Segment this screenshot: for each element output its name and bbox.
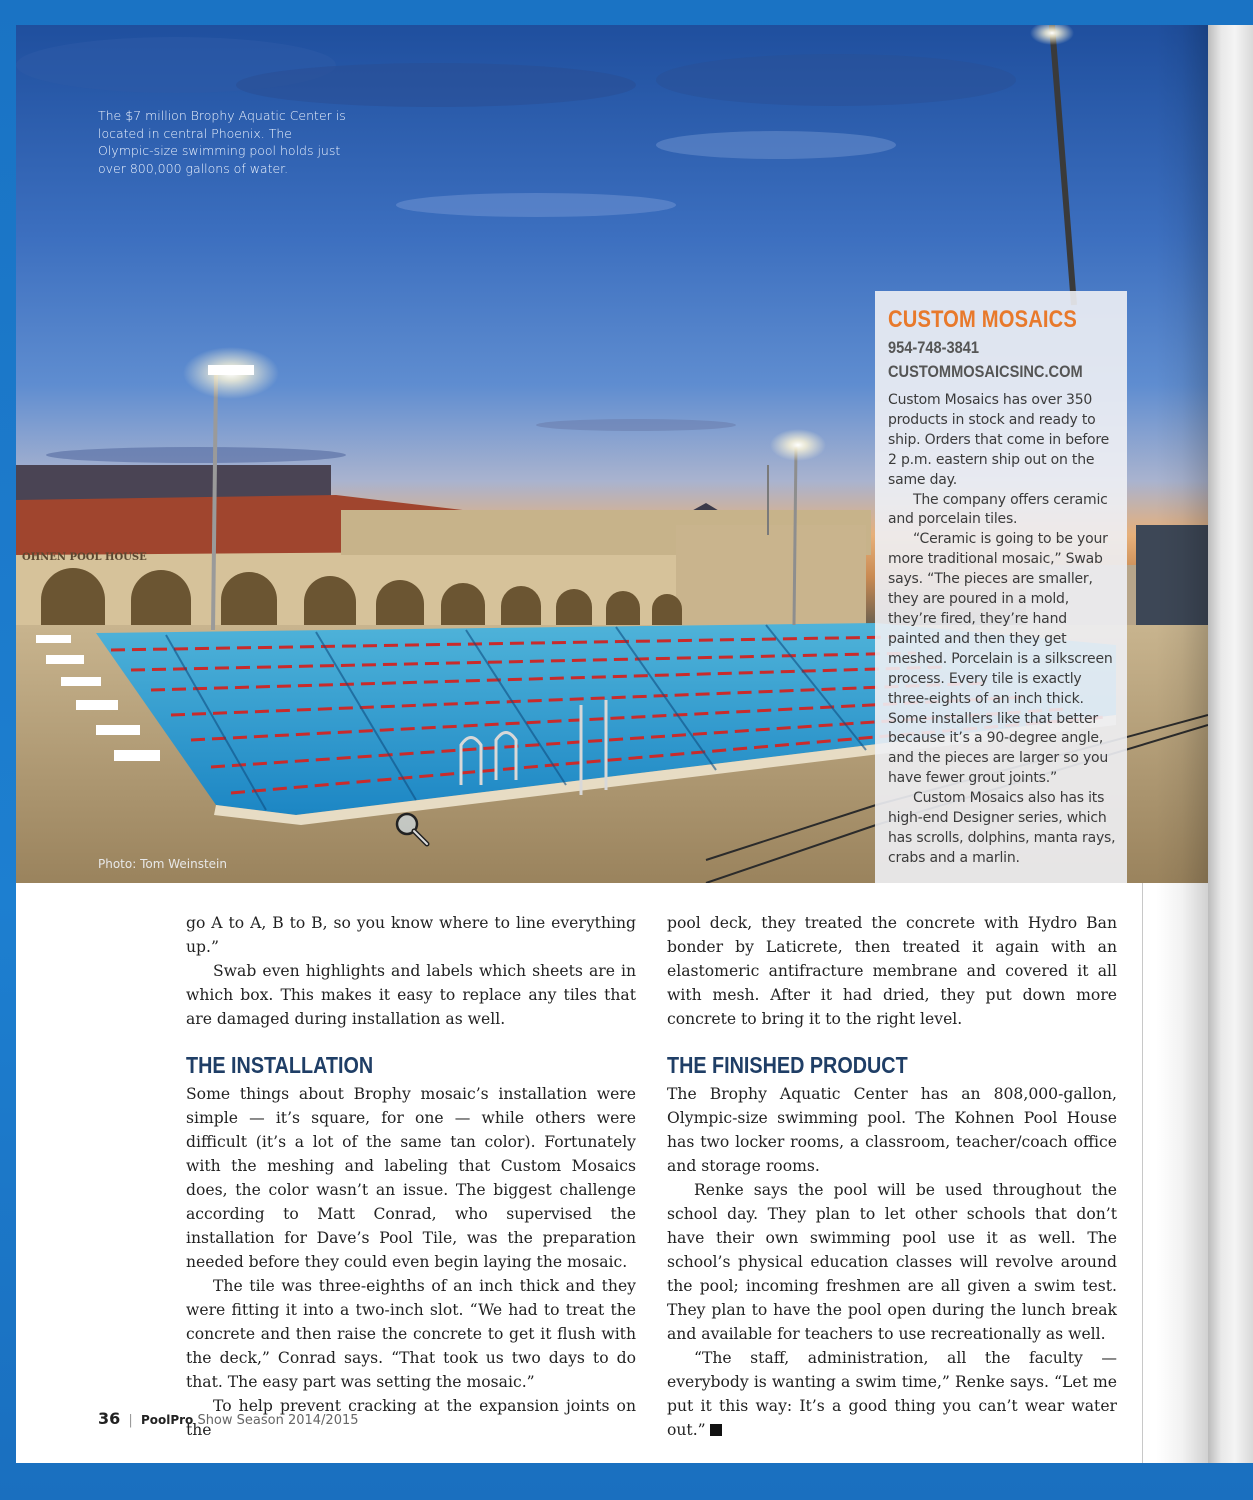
article-left-column bbox=[186, 911, 636, 1442]
magazine-name: PoolPro bbox=[140, 1413, 194, 1427]
section-heading-finished-product: THE FINISHED PRODUCT bbox=[667, 1052, 908, 1078]
magnifier-icon[interactable] bbox=[393, 810, 433, 850]
sidebar-paragraph: Custom Mosaics also has its high-end Designer series, which has scrolls, dolphins, manta rays, crabs and a marlin. bbox=[888, 790, 1116, 866]
sidebar-website[interactable]: CUSTOMMOSAICSINC.COM bbox=[888, 362, 1083, 381]
issue-name: Show Season 2014/2015 bbox=[197, 1413, 359, 1428]
footer-separator: | bbox=[128, 1413, 133, 1428]
custom-mosaics-sidebar bbox=[875, 291, 1127, 883]
body-paragraph-final bbox=[667, 1346, 1117, 1442]
page-footer bbox=[98, 1409, 359, 1428]
sidebar-phone: 954-748-3841 bbox=[888, 338, 980, 357]
body-paragraph: Some things about Brophy mosaic’s installation were simple — it’s square, for one — while others were difficult (it’s a lot of the same tan color). Fortunately with the meshing and labeling that Custom Mosaics does, the color wasn’t an issue. The biggest challenge according to Matt Conrad, who supervised the installation for Dave’s Pool Tile, was the preparation needed before they could even begin laying the mosaic. bbox=[186, 1085, 636, 1271]
sidebar-body bbox=[888, 391, 1120, 869]
sidebar-paragraph: Custom Mosaics has over 350 products in stock and ready to ship. Orders that come in before 2 p.m. eastern ship out on the same day. bbox=[888, 392, 1110, 488]
building-sign: OHNEN POOL HOUSE bbox=[22, 552, 147, 563]
section-heading-installation: THE INSTALLATION bbox=[186, 1052, 374, 1078]
next-page-edge[interactable] bbox=[1208, 25, 1253, 1463]
body-paragraph: The tile was three-eighths of an inch thick and they were fitting it into a two-inch slot. “We had to treat the concrete and then raise the concrete to get it flush with the deck,” Conrad says. “That took us two days to do that. The easy part was setting the mosaic.” bbox=[186, 1277, 636, 1391]
aquatic-center-photo bbox=[16, 25, 1208, 883]
body-paragraph: To help prevent cracking at the expansion joints on the bbox=[186, 1397, 636, 1439]
body-paragraph: The Brophy Aquatic Center has an 808,000-gallon, Olympic-size swimming pool. The Kohnen Pool House has two locker rooms, a classroom, teacher/coach office and storage rooms. bbox=[667, 1085, 1117, 1175]
photo-caption: The $7 million Brophy Aquatic Center is located in central Phoenix. The Olympic-size swimming pool holds just over 800,000 gallons of water. bbox=[98, 108, 346, 176]
sidebar-paragraph: “Ceramic is going to be your more traditional mosaic,” Swab says. “The pieces are smaller, they are poured in a mold, they’re fired, they’re hand painted and then they get meshed. Porcelain is a silkscreen process. Every tile is exactly three-eights of an inch thick. Some installers like that better because it’s a 90-degree angle, and the pieces are larger so you have fewer grout joints.” bbox=[888, 531, 1113, 787]
photo-credit: Photo: Tom Weinstein bbox=[98, 857, 227, 871]
body-paragraph: go A to A, B to B, so you know where to line everything up.” bbox=[186, 914, 636, 956]
body-paragraph: pool deck, they treated the concrete with Hydro Ban bonder by Laticrete, then treated it again with an elastomeric antifracture membrane and covered it all with mesh. After it had dried, they put down more concrete to bring it to the right level. bbox=[667, 914, 1117, 1028]
magazine-page bbox=[16, 25, 1208, 1463]
closing-quote: “The staff, administration, all the faculty — everybody is wanting a swim time,” Renke says. “Let me put it this way: It’s a good thing you can’t wear water out.” bbox=[667, 1349, 1117, 1439]
page-number: 36 bbox=[98, 1409, 121, 1428]
sidebar-title: CUSTOM MOSAICS bbox=[888, 306, 1078, 333]
body-paragraph: Swab even highlights and labels which sheets are in which box. This makes it easy to replace any tiles that are damaged during installation as well. bbox=[186, 962, 636, 1028]
end-mark-icon bbox=[710, 1424, 722, 1436]
body-paragraph: Renke says the pool will be used throughout the school day. They plan to let other schools that don’t have their own swimming pool use it as well. The school’s physical education classes will revolve around the pool; incoming freshmen are all given a swim test. They plan to have the pool open during the lunch break and available for teachers to use recreationally as well. bbox=[667, 1181, 1117, 1343]
gutter-divider bbox=[1142, 883, 1143, 1463]
sidebar-paragraph: The company offers ceramic and porcelain tiles. bbox=[888, 491, 1108, 528]
article-right-column bbox=[667, 911, 1117, 1442]
